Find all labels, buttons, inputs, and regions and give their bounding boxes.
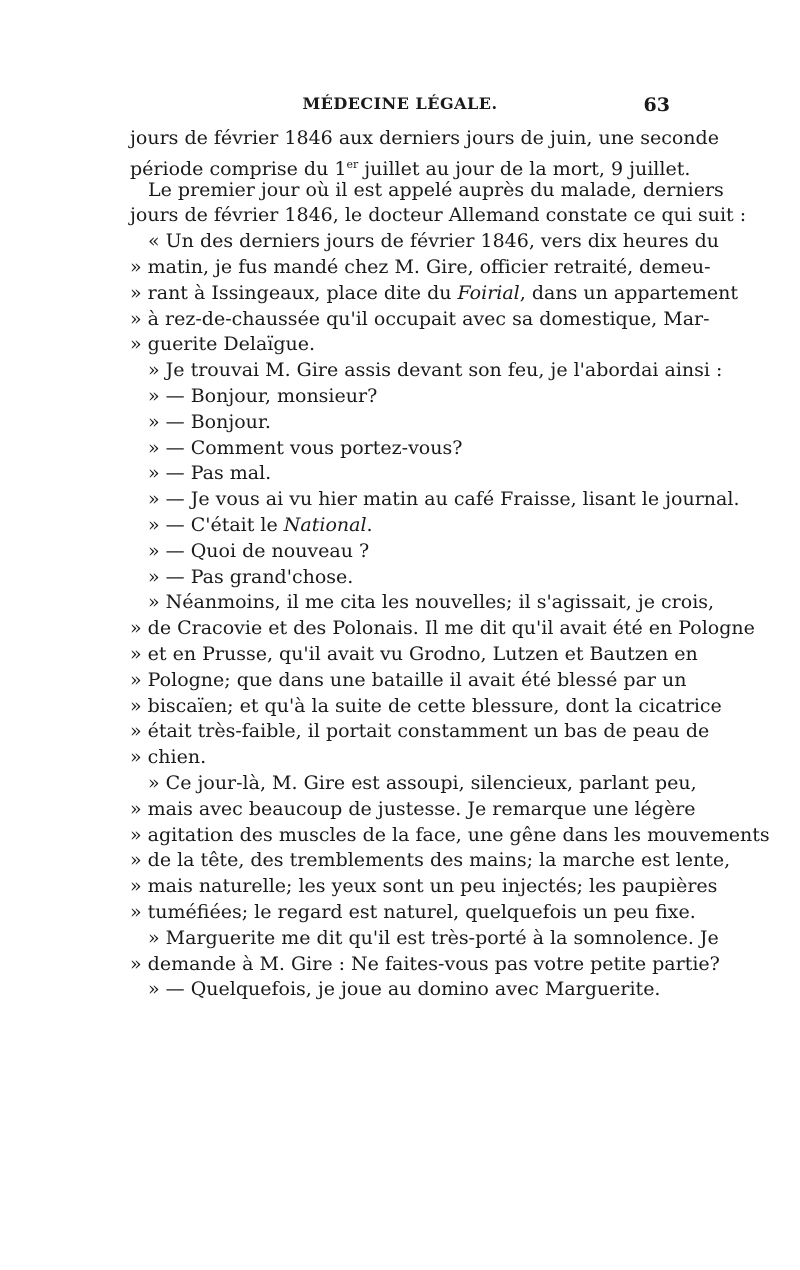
text-fragment: , dans un appartement bbox=[519, 281, 738, 304]
text-line: » de Cracovie et des Polonais. Il me dit qu'il avait été en Pologne bbox=[130, 617, 755, 640]
text-line: » chien. bbox=[130, 746, 207, 769]
text-line: » agitation des muscles de la face, une gêne dans les mouvements bbox=[130, 823, 770, 846]
text-line: » guerite Delaïgue. bbox=[130, 333, 316, 356]
paragraph-start: » Ce jour-là, M. Gire est assoupi, silencieux, parlant peu, bbox=[148, 771, 697, 794]
dialogue-line: » — Quoi de nouveau ? bbox=[148, 539, 370, 562]
paragraph-start: Le premier jour où il est appelé auprès du malade, derniers bbox=[148, 178, 724, 201]
text-line: jours de février 1846 aux derniers jours de juin, une seconde bbox=[130, 127, 719, 149]
text-line bbox=[130, 281, 738, 307]
text-line: » était très-faible, il portait constamment un bas de peau de bbox=[130, 720, 710, 743]
text-fragment: » rant à Issingeaux, place dite du bbox=[130, 281, 458, 304]
text-line: » demande à M. Gire : Ne faites-vous pas votre petite partie? bbox=[130, 952, 720, 975]
text-line: » et en Prusse, qu'il avait vu Grodno, Lutzen et Bautzen en bbox=[130, 642, 698, 665]
text-line bbox=[130, 152, 691, 180]
dialogue-line: » — Je vous ai vu hier matin au café Fraisse, lisant le journal. bbox=[148, 488, 740, 511]
paragraph-start: » Je trouvai M. Gire assis devant son feu, je l'abordai ainsi : bbox=[148, 359, 723, 382]
text-line: » biscaïen; et qu'à la suite de cette blessure, dont la cicatrice bbox=[130, 694, 722, 717]
text-line: » mais avec beaucoup de justesse. Je remarque une légère bbox=[130, 797, 696, 820]
paragraph-start: « Un des derniers jours de février 1846, vers dix heures du bbox=[148, 230, 720, 253]
text-line: » matin, je fus mandé chez M. Gire, officier retraité, demeu- bbox=[130, 255, 711, 278]
text-fragment: . bbox=[366, 513, 373, 536]
paragraph-start: » Néanmoins, il me cita les nouvelles; il s'agissait, je crois, bbox=[148, 591, 715, 614]
superscript: er bbox=[346, 157, 359, 171]
running-head bbox=[130, 94, 670, 120]
text-line: » mais naturelle; les yeux sont un peu injectés; les paupières bbox=[130, 875, 718, 898]
text-line: » à rez-de-chaussée qu'il occupait avec sa domestique, Mar- bbox=[130, 307, 710, 330]
dialogue-line: » — Bonjour. bbox=[148, 410, 271, 433]
paragraph-start: » Marguerite me dit qu'il est très-porté à la somnolence. Je bbox=[148, 926, 719, 949]
dialogue-line: » — Quelquefois, je joue au domino avec Marguerite. bbox=[148, 978, 661, 1001]
dialogue-line: » — Bonjour, monsieur? bbox=[148, 384, 378, 407]
text-line: » de la tête, des tremblements des mains; la marche est lente, bbox=[130, 849, 731, 872]
text-line: jours de février 1846, le docteur Allemand constate ce qui suit : bbox=[130, 204, 747, 227]
italic-text: Foirial bbox=[457, 281, 520, 304]
text-fragment: » — C'était le bbox=[148, 513, 284, 536]
dialogue-line: » — Comment vous portez-vous? bbox=[148, 436, 463, 459]
page-number: 63 bbox=[643, 94, 670, 116]
text-line: » tuméfiées; le regard est naturel, quelquefois un peu fixe. bbox=[130, 900, 696, 923]
dialogue-line bbox=[130, 513, 670, 539]
dialogue-line: » — Pas mal. bbox=[148, 462, 272, 485]
dialogue-line: » — Pas grand'chose. bbox=[148, 565, 354, 588]
italic-text: National bbox=[283, 513, 367, 536]
running-title: MÉDECINE LÉGALE. bbox=[302, 94, 498, 113]
text-fragment: période comprise du 1 bbox=[130, 157, 347, 180]
body-text bbox=[130, 126, 770, 1003]
text-fragment: juillet au jour de la mort, 9 juillet. bbox=[358, 157, 691, 180]
text-line: » Pologne; que dans une bataille il avait été blessé par un bbox=[130, 668, 687, 691]
